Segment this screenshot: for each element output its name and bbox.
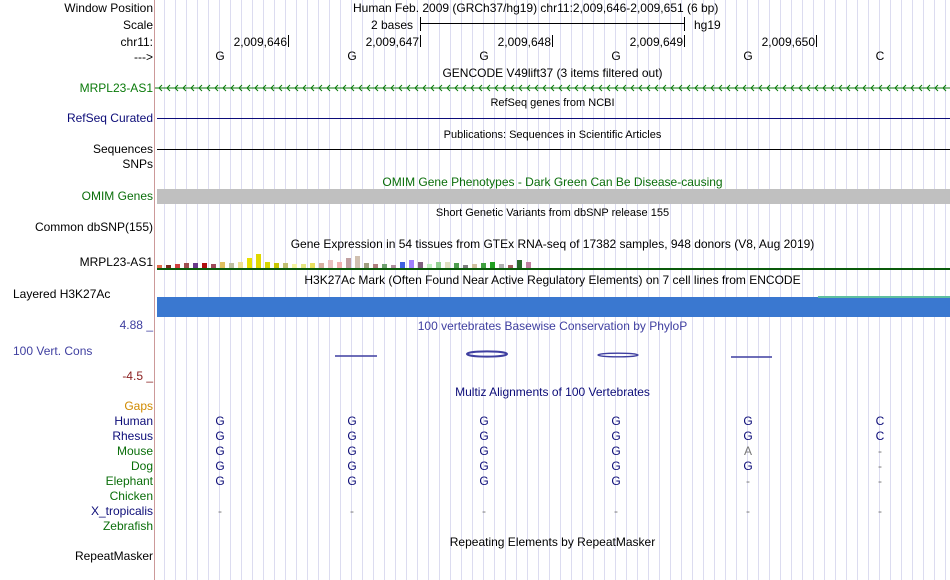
dbsnp-track-title[interactable]: Short Genetic Variants from dbSNP release 155: [435, 207, 670, 219]
species-label[interactable]: X_tropicalis: [90, 504, 153, 518]
gtex-tissue-bar[interactable]: [328, 260, 333, 268]
scale-assembly: hg19: [694, 18, 721, 32]
alignment-base: G: [611, 444, 621, 458]
assembly-position-text: Human Feb. 2009 (GRCh37/hg19) chr11:2,009,646-2,009,651 (6 bp): [353, 1, 719, 15]
ruler-tick: [420, 35, 421, 47]
alignment-base: -: [746, 474, 750, 488]
alignment-base: G: [347, 414, 357, 428]
ruler-tick: [816, 35, 817, 47]
publications-track-title[interactable]: Publications: Sequences in Scientific Articles: [443, 129, 662, 141]
ruler-coordinate: 2,009,649: [629, 35, 683, 49]
ruler-tick: [552, 35, 553, 47]
h3k27ac-track-label[interactable]: Layered H3K27Ac: [13, 287, 111, 301]
alignment-base: -: [878, 459, 882, 473]
reference-base: G: [215, 49, 225, 63]
reference-base: G: [743, 49, 753, 63]
publications-track-label-2[interactable]: SNPs: [122, 157, 153, 171]
alignment-base: G: [479, 474, 489, 488]
alignment-base: G: [215, 474, 225, 488]
alignment-base: G: [215, 414, 225, 428]
species-label[interactable]: Rhesus: [112, 429, 153, 443]
scale-bar: [420, 23, 685, 24]
ruler-coordinate: 2,009,646: [233, 35, 287, 49]
scale-text: 2 bases: [371, 18, 414, 32]
alignment-base: G: [611, 414, 621, 428]
species-label[interactable]: Dog: [130, 459, 153, 473]
gtex-tissue-bar[interactable]: [409, 260, 414, 268]
repeatmasker-track-label[interactable]: RepeatMasker: [74, 549, 153, 563]
h3k27ac-signal-top: [818, 296, 950, 298]
refseq-gene-line[interactable]: [157, 118, 950, 119]
gtex-track-title[interactable]: Gene Expression in 54 tissues from GTEx RNA-seq of 17382 samples, 948 donors (V8, Aug 2019): [290, 237, 815, 251]
omim-track-title[interactable]: OMIM Gene Phenotypes - Dark Green Can Be Disease-causing: [382, 175, 723, 189]
alignment-base: G: [347, 459, 357, 473]
alignment-base: G: [611, 474, 621, 488]
h3k27ac-signal[interactable]: [157, 297, 950, 317]
species-label[interactable]: Zebrafish: [102, 519, 153, 533]
alignment-base: G: [479, 459, 489, 473]
gencode-gene-feature[interactable]: [155, 80, 950, 96]
ruler-coordinate: 2,009,648: [497, 35, 551, 49]
gtex-track-label[interactable]: MRPL23-AS1: [79, 255, 153, 269]
alignment-base: G: [743, 429, 753, 443]
publications-track-label-1[interactable]: Sequences: [92, 142, 153, 156]
reference-base: G: [479, 49, 489, 63]
dbsnp-track-label[interactable]: Common dbSNP(155): [34, 220, 153, 234]
gtex-tissue-bar[interactable]: [517, 260, 522, 268]
phylop-min-label: -4.5 _: [122, 369, 153, 383]
alignment-base: C: [875, 429, 885, 443]
publications-sequence-line[interactable]: [157, 149, 950, 150]
alignment-base: G: [215, 459, 225, 473]
alignment-base: -: [878, 504, 882, 518]
alignment-base: G: [479, 429, 489, 443]
alignment-base: G: [479, 444, 489, 458]
alignment-base: C: [875, 414, 885, 428]
alignment-base: G: [347, 429, 357, 443]
alignment-base: -: [350, 504, 354, 518]
refseq-track-label[interactable]: RefSeq Curated: [66, 111, 153, 125]
alignment-base: G: [479, 414, 489, 428]
reference-base: G: [611, 49, 621, 63]
gtex-tissue-bar[interactable]: [346, 258, 351, 268]
ruler-coordinate: 2,009,650: [761, 35, 815, 49]
alignment-base: -: [218, 504, 222, 518]
species-label[interactable]: Mouse: [116, 444, 153, 458]
species-label[interactable]: Human: [114, 414, 153, 428]
ruler-coordinate: 2,009,647: [365, 35, 419, 49]
strand-arrow-label[interactable]: --->: [134, 50, 153, 64]
h3k27ac-track-title[interactable]: H3K27Ac Mark (Often Found Near Active Regulatory Elements) on 7 cell lines from ENCODE: [304, 273, 801, 287]
omim-track-label[interactable]: OMIM Genes: [81, 189, 153, 203]
alignment-base: G: [611, 459, 621, 473]
alignment-base: -: [878, 444, 882, 458]
gtex-tissue-bar[interactable]: [247, 258, 252, 268]
alignment-base: G: [347, 474, 357, 488]
window-position-label: Window Position: [64, 1, 153, 15]
alignment-base: G: [743, 459, 753, 473]
scale-label: Scale: [122, 18, 153, 32]
scale-bar-left-tick: [420, 17, 421, 31]
refseq-track-title[interactable]: RefSeq genes from NCBI: [490, 97, 615, 109]
phylop-track-label[interactable]: 100 Vert. Cons: [13, 344, 93, 358]
phylop-track-title[interactable]: 100 vertebrates Basewise Conservation by PhyloP: [417, 319, 688, 333]
alignment-base: G: [743, 414, 753, 428]
gtex-tissue-bar[interactable]: [355, 256, 360, 268]
multiz-gaps-label[interactable]: Gaps: [124, 399, 153, 413]
chrom-label: chr11:: [120, 35, 153, 49]
gtex-gene-line: [157, 268, 950, 270]
species-label[interactable]: Chicken: [109, 489, 153, 503]
reference-base: C: [875, 49, 885, 63]
alignment-base: A: [743, 444, 752, 458]
gtex-tissue-bar[interactable]: [256, 254, 261, 268]
gencode-track-label[interactable]: MRPL23-AS1: [79, 81, 153, 95]
repeatmasker-track-title[interactable]: Repeating Elements by RepeatMasker: [449, 535, 656, 549]
ruler-tick: [288, 35, 289, 47]
alignment-base: -: [482, 504, 486, 518]
alignment-base: G: [347, 444, 357, 458]
scale-bar-right-tick: [684, 17, 685, 31]
species-label[interactable]: Elephant: [105, 474, 153, 488]
omim-gene-bar[interactable]: [157, 189, 950, 204]
alignment-base: G: [611, 429, 621, 443]
alignment-base: -: [878, 474, 882, 488]
reference-base: G: [347, 49, 357, 63]
alignment-base: G: [215, 429, 225, 443]
ruler-tick: [684, 35, 685, 47]
alignment-base: -: [746, 504, 750, 518]
alignment-base: G: [215, 444, 225, 458]
multiz-track-title[interactable]: Multiz Alignments of 100 Vertebrates: [455, 385, 650, 399]
alignment-base: -: [614, 504, 618, 518]
gtex-expression-bars[interactable]: [155, 250, 950, 268]
phylop-max-label: 4.88 _: [119, 318, 153, 332]
phylop-signal[interactable]: [155, 345, 950, 365]
gencode-track-title[interactable]: GENCODE V49lift37 (3 items filtered out): [442, 66, 663, 80]
